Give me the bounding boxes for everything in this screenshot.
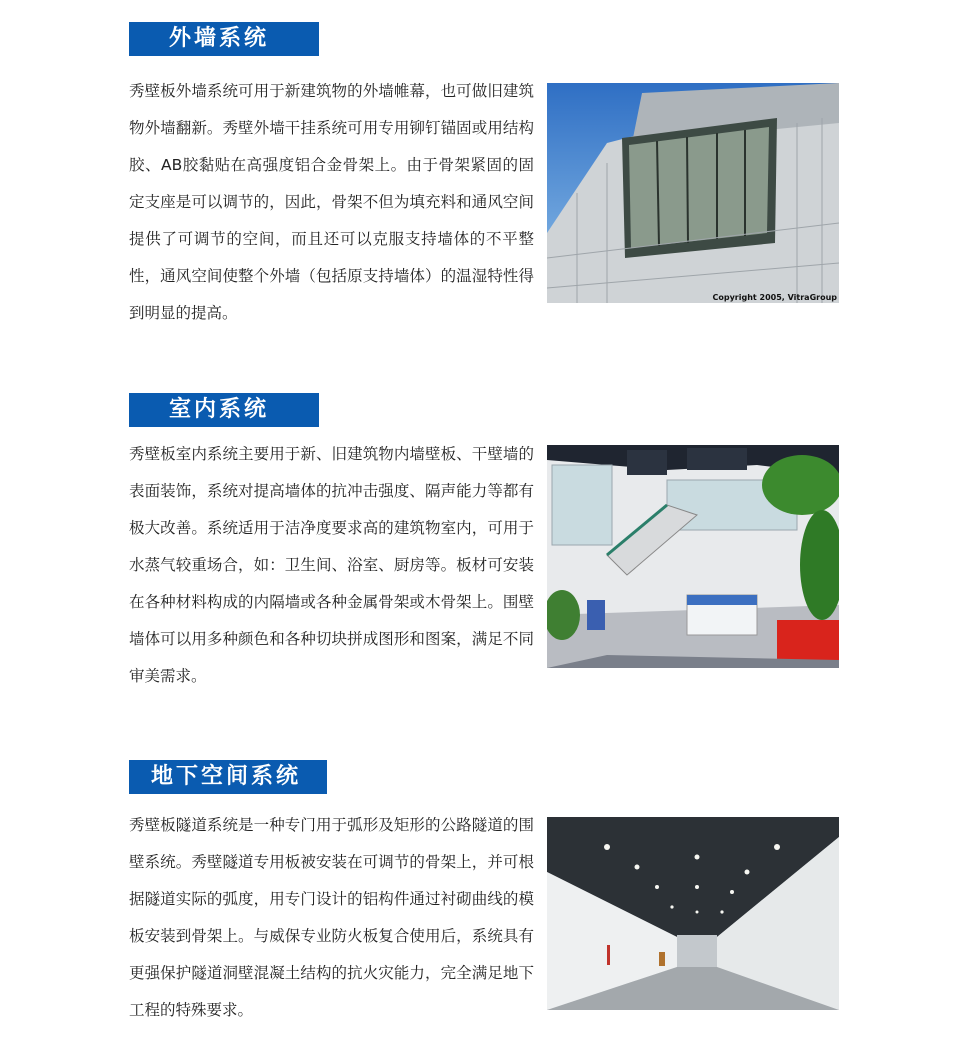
section-title: 地下空间系统 [129, 760, 327, 794]
section-body: 秀壁板室内系统主要用于新、旧建筑物内墙壁板、干壁墙的表面装饰，系统对提高墙体的抗冲击强度、隔声能力等都有极大改善。系统适用于洁净度要求高的建筑物室内，可用于水蒸气较重场合，如：卫生间、浴室、厨房等。板材可安装在各种材料构成的内隔墙或各种金属骨架或木骨架上。围壁墙体可以用多种颜色和各种切块拼成图形和图案，满足不同审美需求。 [129, 445, 534, 685]
section-body: 秀壁板隧道系统是一种专门用于弧形及矩形的公路隧道的围壁系统。秀壁隧道专用板被安装在可调节的骨架上，并可根据隧道实际的弧度，用专门设计的铝构件通过衬砌曲线的模板安装到骨架上。与威保专业防火板复合使用后，系统具有更强保护隧道洞壁混凝土结构的抗火灾能力，完全满足地下工程的特殊要求。 [129, 816, 534, 1019]
section-body: 秀壁板外墙系统可用于新建筑物的外墙帷幕，也可做旧建筑物外墙翻新。秀壁外墙干挂系统可用专用铆钉锚固或用结构胶、AB胶黏贴在高强度铝合金骨架上。由于骨架紧固的固定支座是可以调节的，因此，骨架不但为填充料和通风空间提供了可调节的空间，而且还可以克服支持墙体的不平整性，通风空间使整个外墙（包括原支持墙体）的温湿特性得到明显的提高。 [129, 82, 534, 322]
photo-copyright: Copyright 2005, VitraGroup [712, 293, 837, 302]
section-title: 外墙系统 [129, 22, 319, 56]
interior-lobby-photo [547, 445, 839, 668]
exterior-wall-photo [547, 83, 839, 303]
section-title: 室内系统 [129, 393, 319, 427]
tunnel-photo [547, 817, 839, 1010]
